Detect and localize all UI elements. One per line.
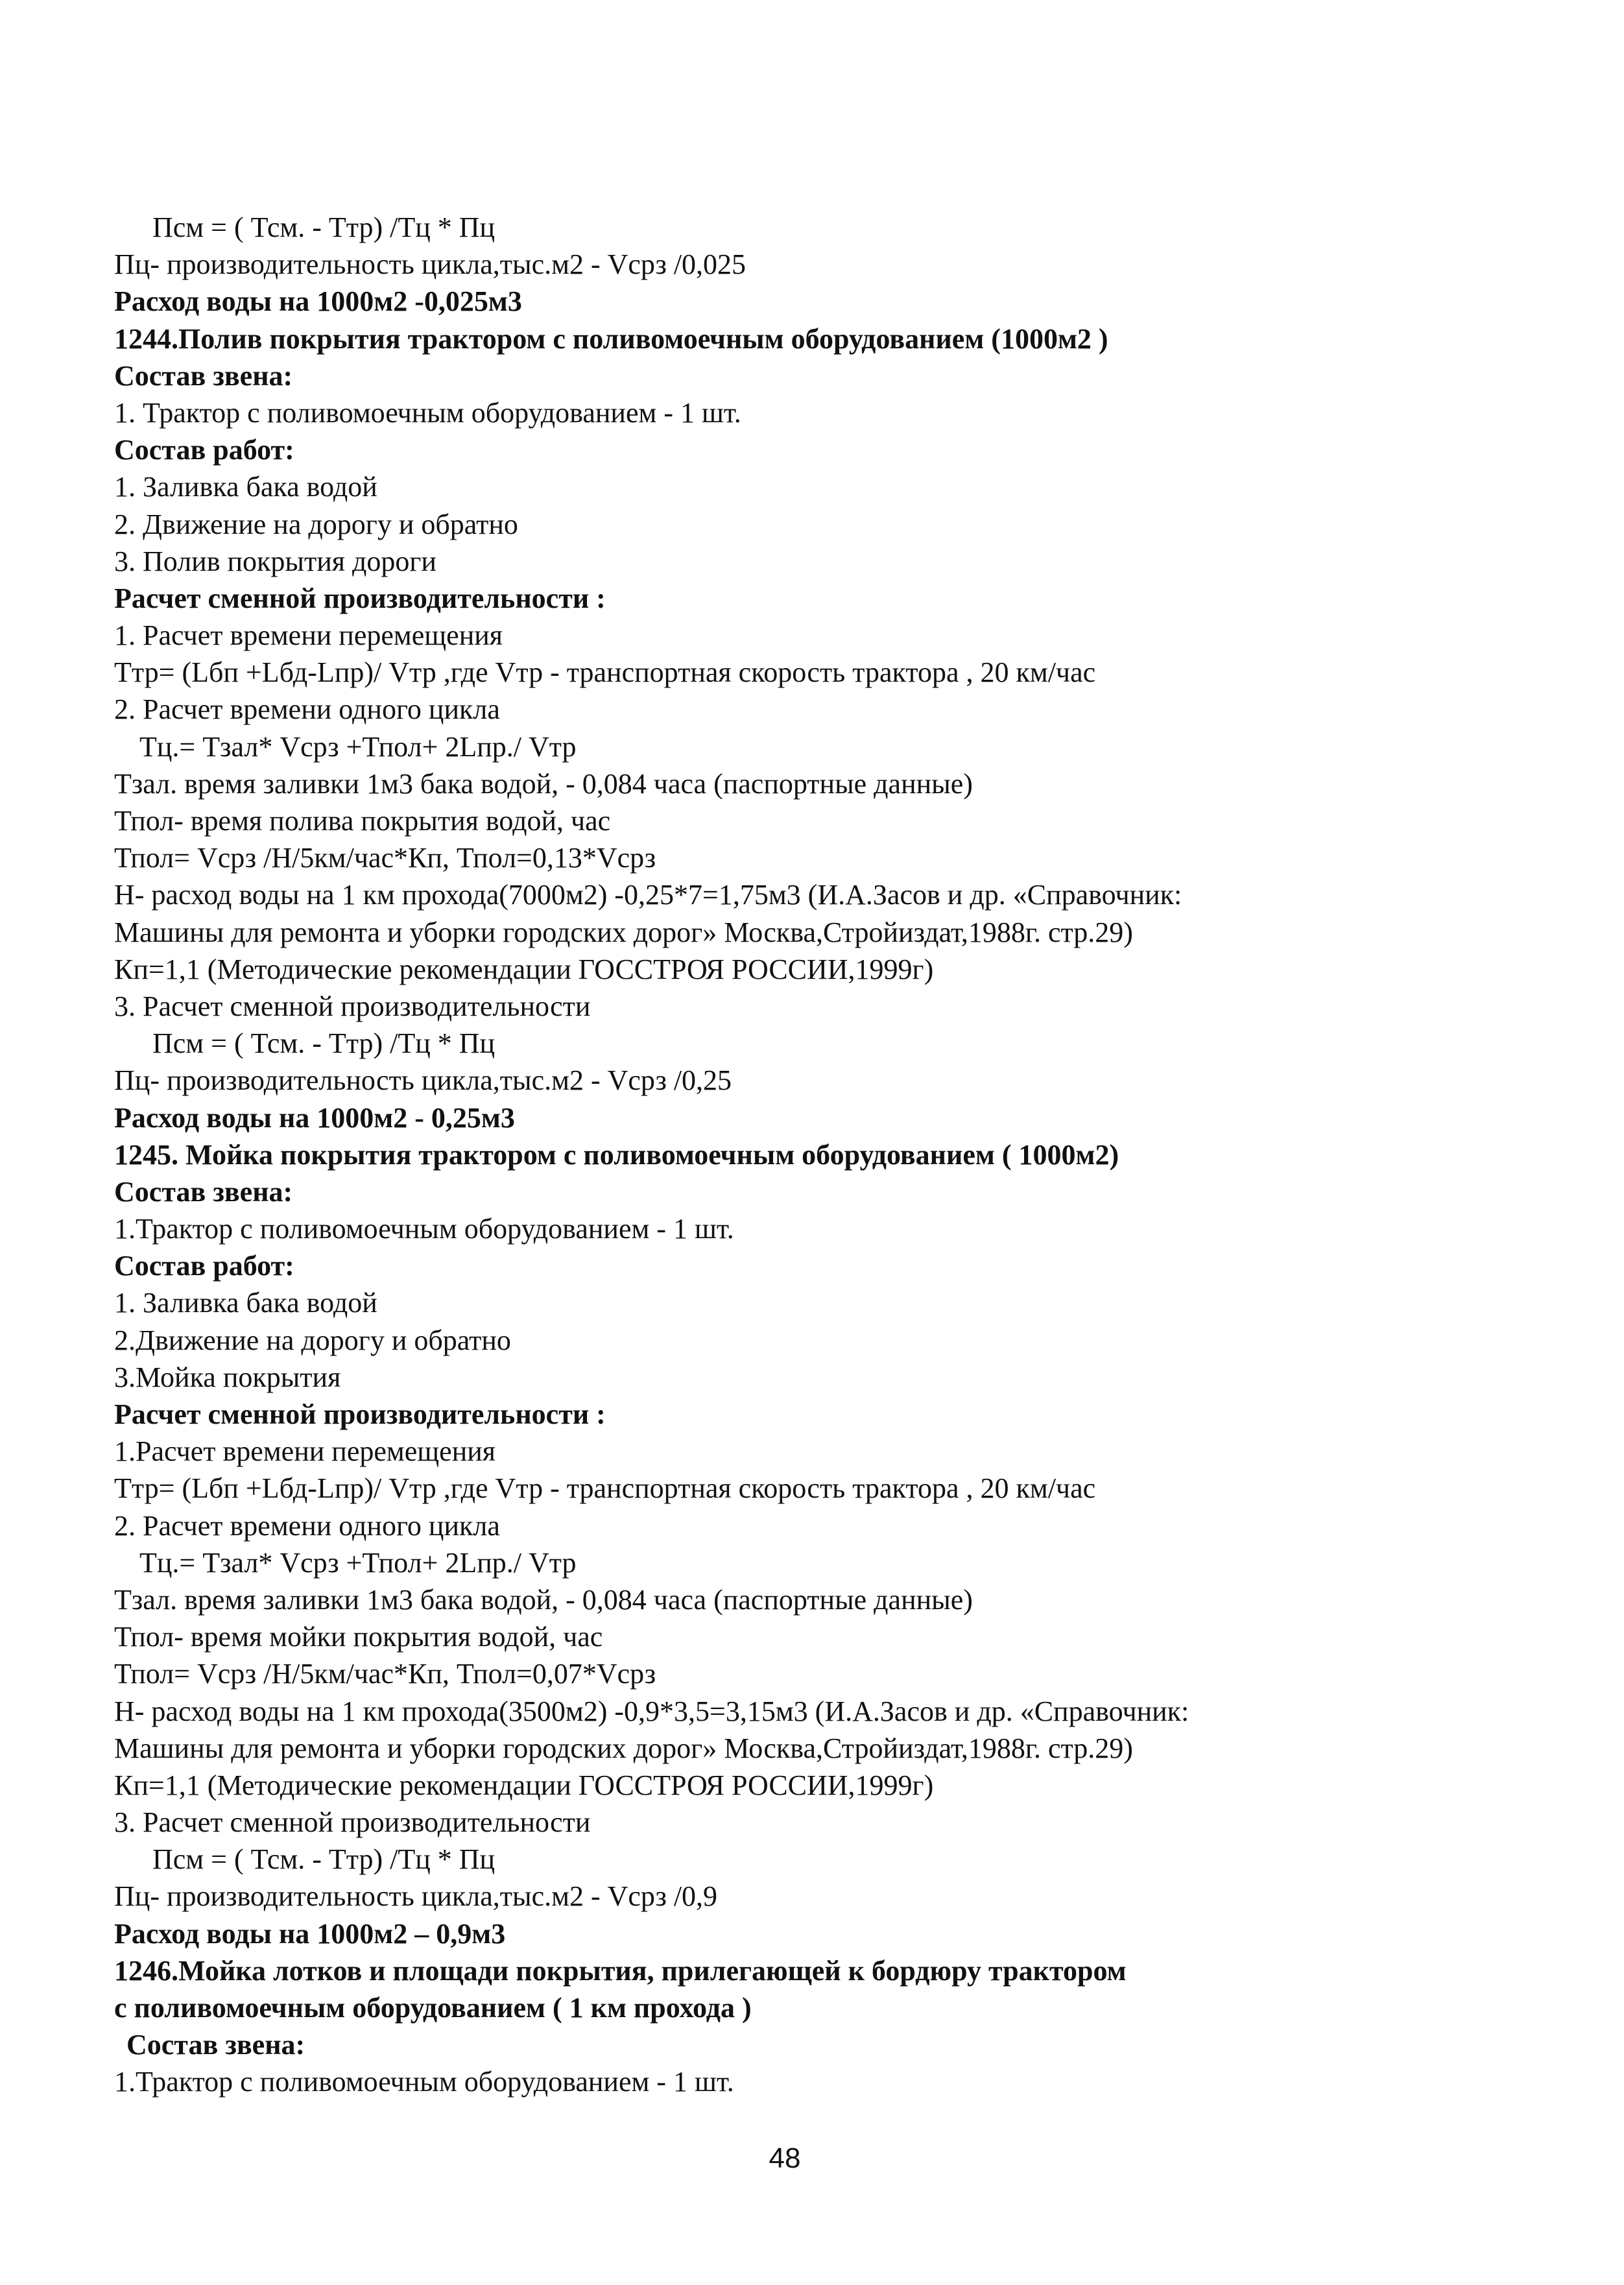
text-line: Тц.= Тзал* Vсрз +Тпол+ 2Lпр./ Vтр [139, 730, 577, 763]
heading-line: Расчет сменной производительности : [114, 582, 606, 614]
text-line: Тзал. время заливки 1м3 бака водой, - 0,084 часа (паспортные данные) [114, 767, 973, 800]
text-line: Тпол- время мойки покрытия водой, час [114, 1621, 603, 1653]
heading-line: Расход воды на 1000м2 – 0,9м3 [114, 1917, 506, 1950]
text-line: Машины для ремонта и уборки городских дорог» Москва,Стройиздат,1988г. стр.29) [114, 916, 1133, 948]
heading-line: Расчет сменной производительности : [114, 1398, 606, 1430]
text-line: Псм = ( Тсм. - Ттр) /Тц * Пц [152, 1027, 496, 1060]
text-line: Псм = ( Тсм. - Ттр) /Тц * Пц [152, 1843, 496, 1876]
heading-line: Состав звена: [114, 359, 293, 392]
heading-line: 1246.Мойка лотков и площади покрытия, прилегающей к бордюру трактором [114, 1954, 1127, 1987]
text-line: Ттр= (Lбп +Lбд-Lпр)/ Vтр ,где Vтр - транспортная скорость трактора , 20 км/час [114, 656, 1096, 689]
text-line: 3. Полив покрытия дороги [114, 545, 436, 577]
text-line: 1. Трактор с поливомоечным оборудованием - 1 шт. [114, 396, 741, 429]
text-line: Н- расход воды на 1 км прохода(3500м2) -0,9*3,5=3,15м3 (И.А.Засов и др. «Справочник: [114, 1695, 1189, 1727]
text-line: Машины для ремонта и уборки городских дорог» Москва,Стройиздат,1988г. стр.29) [114, 1732, 1133, 1764]
heading-line: 1245. Мойка покрытия трактором с поливомоечным оборудованием ( 1000м2) [114, 1138, 1119, 1171]
heading-line: с поливомоечным оборудованием ( 1 км прохода ) [114, 1992, 752, 2024]
heading-line: Расход воды на 1000м2 -0,025м3 [114, 285, 522, 318]
text-line: Тпол= Vсрз /Н/5км/час*Кп, Тпол=0,07*Vсрз [114, 1658, 656, 1690]
text-line: Тпол= Vсрз /Н/5км/час*Кп, Тпол=0,13*Vсрз [114, 842, 656, 874]
heading-line: Состав звена: [114, 1175, 293, 1208]
page-number: 48 [769, 2142, 801, 2174]
heading-line: Расход воды на 1000м2 - 0,25м3 [114, 1101, 515, 1134]
document-text [114, 209, 1411, 2101]
heading-line: 1244.Полив покрытия трактором с поливомоечным оборудованием (1000м2 ) [114, 322, 1108, 355]
text-line: 2. Движение на дорогу и обратно [114, 508, 518, 540]
text-line: 1.Трактор с поливомоечным оборудованием - 1 шт. [114, 2066, 734, 2098]
text-line: 3. Расчет сменной производительности [114, 990, 591, 1022]
text-line: 1. Заливка бака водой [114, 471, 377, 503]
heading-line: Состав работ: [114, 434, 294, 466]
text-line: 1. Расчет времени перемещения [114, 619, 503, 652]
text-line: 1.Трактор с поливомоечным оборудованием - 1 шт. [114, 1213, 734, 1245]
text-line: 1. Заливка бака водой [114, 1287, 377, 1319]
heading-line: Состав работ: [114, 1250, 294, 1282]
text-line: Тц.= Тзал* Vсрз +Тпол+ 2Lпр./ Vтр [139, 1546, 577, 1579]
text-line: Пц- производительность цикла,тыс.м2 - Vсрз /0,9 [114, 1880, 718, 1913]
text-line: Ттр= (Lбп +Lбд-Lпр)/ Vтр ,где Vтр - транспортная скорость трактора , 20 км/час [114, 1472, 1096, 1505]
heading-line: Состав звена: [126, 2029, 305, 2061]
text-line: Кп=1,1 (Методические рекомендации ГОССТРОЯ РОССИИ,1999г) [114, 1769, 934, 1801]
text-line: Пц- производительность цикла,тыс.м2 - Vсрз /0,025 [114, 248, 746, 281]
text-line: 2. Расчет времени одного цикла [114, 693, 500, 726]
text-line: Тпол- время полива покрытия водой, час [114, 805, 611, 837]
text-line: 2. Расчет времени одного цикла [114, 1509, 500, 1542]
text-line: Пц- производительность цикла,тыс.м2 - Vсрз /0,25 [114, 1064, 732, 1097]
text-line: Н- расход воды на 1 км прохода(7000м2) -0,25*7=1,75м3 (И.А.Засов и др. «Справочник: [114, 879, 1182, 911]
text-line: 1.Расчет времени перемещения [114, 1435, 496, 1468]
text-line: Псм = ( Тсм. - Ттр) /Тц * Пц [152, 211, 496, 243]
text-line: Тзал. время заливки 1м3 бака водой, - 0,084 часа (паспортные данные) [114, 1583, 973, 1616]
text-line: 3. Расчет сменной производительности [114, 1806, 591, 1839]
text-line: Кп=1,1 (Методические рекомендации ГОССТРОЯ РОССИИ,1999г) [114, 953, 934, 985]
text-line: 2.Движение на дорогу и обратно [114, 1324, 511, 1356]
text-line: 3.Мойка покрытия [114, 1361, 341, 1393]
